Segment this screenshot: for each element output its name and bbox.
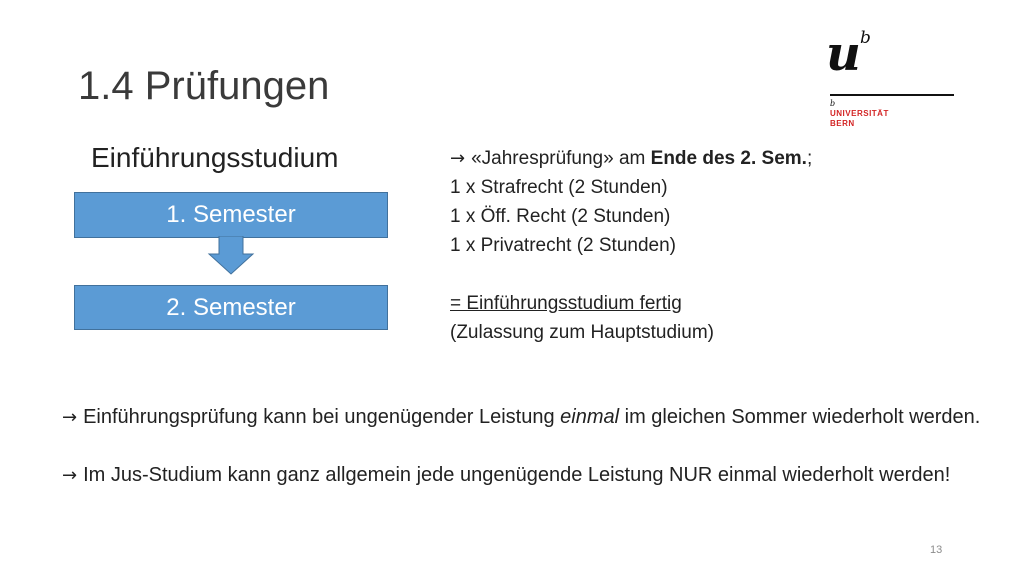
exam-info-block xyxy=(450,144,812,347)
diagram-heading: Einführungsstudium xyxy=(91,142,339,173)
bottom-notes xyxy=(62,403,1012,490)
university-logo-letter: u xyxy=(826,26,861,82)
note-spacer xyxy=(62,432,1012,461)
note-repeat-once: → Im Jus-Studium kann ganz allgemein jede ungenügende Leistung NUR einmal wiederholt werden! xyxy=(62,464,951,486)
slide-title: 1.4 Prüfungen xyxy=(78,64,330,108)
logo-line-universitat: UNIVERSITÄT xyxy=(830,109,889,118)
university-logo-text xyxy=(830,109,889,129)
semester-1-box: 1. Semester xyxy=(74,192,388,238)
down-arrow-icon xyxy=(206,236,256,276)
right-arrow-icon: → xyxy=(62,465,78,486)
page-number: 13 xyxy=(930,544,943,556)
info-spacer xyxy=(450,260,812,289)
right-arrow-icon: → xyxy=(62,407,78,428)
info-line-fertig: = Einführungsstudium fertig xyxy=(450,293,682,314)
info-line-privatrecht: 1 x Privatrecht (2 Stunden) xyxy=(450,235,676,256)
logo-divider xyxy=(830,94,954,96)
university-logo-small-letter: b xyxy=(830,99,836,108)
semester-2-box: 2. Semester xyxy=(74,285,388,330)
university-logo-superscript: b xyxy=(860,28,871,48)
info-line-jahrespruefung: → «Jahresprüfung» am Ende des 2. Sem.; xyxy=(450,148,813,169)
info-line-strafrecht: 1 x Strafrecht (2 Stunden) xyxy=(450,177,668,198)
info-line-oeff-recht: 1 x Öff. Recht (2 Stunden) xyxy=(450,206,671,227)
note-repeat-exam: → Einführungsprüfung kann bei ungenügender Leistung einmal im gleichen Sommer wiederholt werden. xyxy=(62,406,981,428)
info-line-zulassung: (Zulassung zum Hauptstudium) xyxy=(450,322,714,343)
right-arrow-icon: → xyxy=(450,148,466,169)
logo-line-bern: BERN xyxy=(830,119,855,128)
